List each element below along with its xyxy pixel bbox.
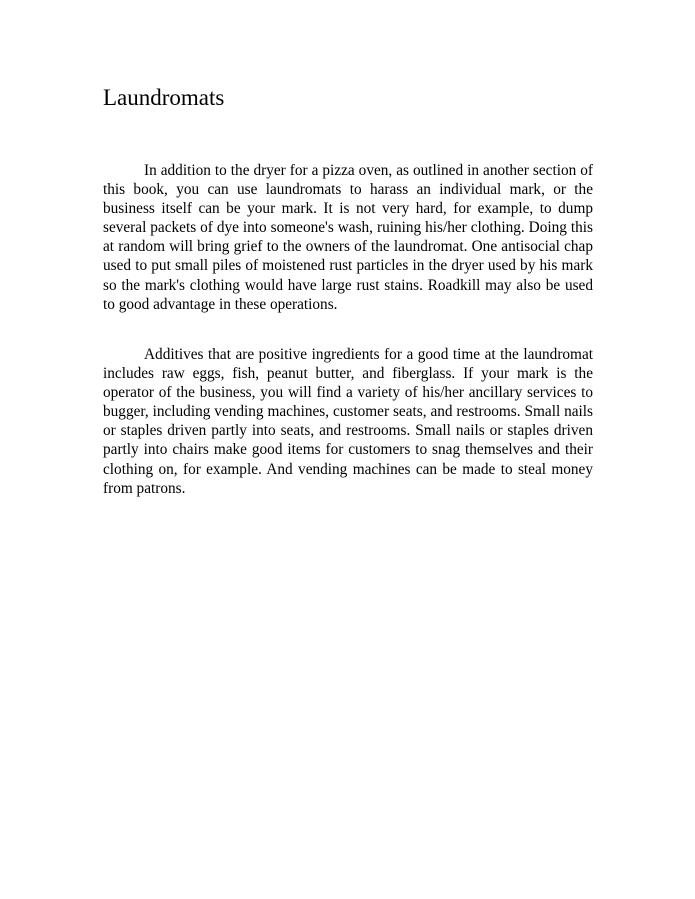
paragraph-additives: Additives that are positive ingredients for a good time at the laundromat includes raw eggs, fish, peanut butter, and fiberglass. If your mark is the operator of the business, you will find a variety of his/her ancillary services to bugger, including vending machines, customer seats, and restrooms. Small nails or staples driven partly into seats, and restrooms. Small nails or staples driven partly into chairs make good items for customers to snag themselves and their clothing on, for example. And vending machines can be made to steal money from patrons. bbox=[103, 346, 593, 497]
paragraph-laundromat-harassment: In addition to the dryer for a pizza oven, as outlined in another section of this book, you can use laundromats to harass an individual mark, or the business itself can be your mark. It is not very hard, for example, to dump several packets of dye into someone's wash, ruining his/her clothing. Doing this at random will bring grief to the owners of the laundromat. One antisocial chap used to put small piles of moistened rust particles in the dryer used by his mark so the mark's clothing would have large rust stains. Roadkill may also be used to good advantage in these operations. bbox=[103, 162, 593, 313]
section-heading: Laundromats bbox=[103, 85, 225, 110]
